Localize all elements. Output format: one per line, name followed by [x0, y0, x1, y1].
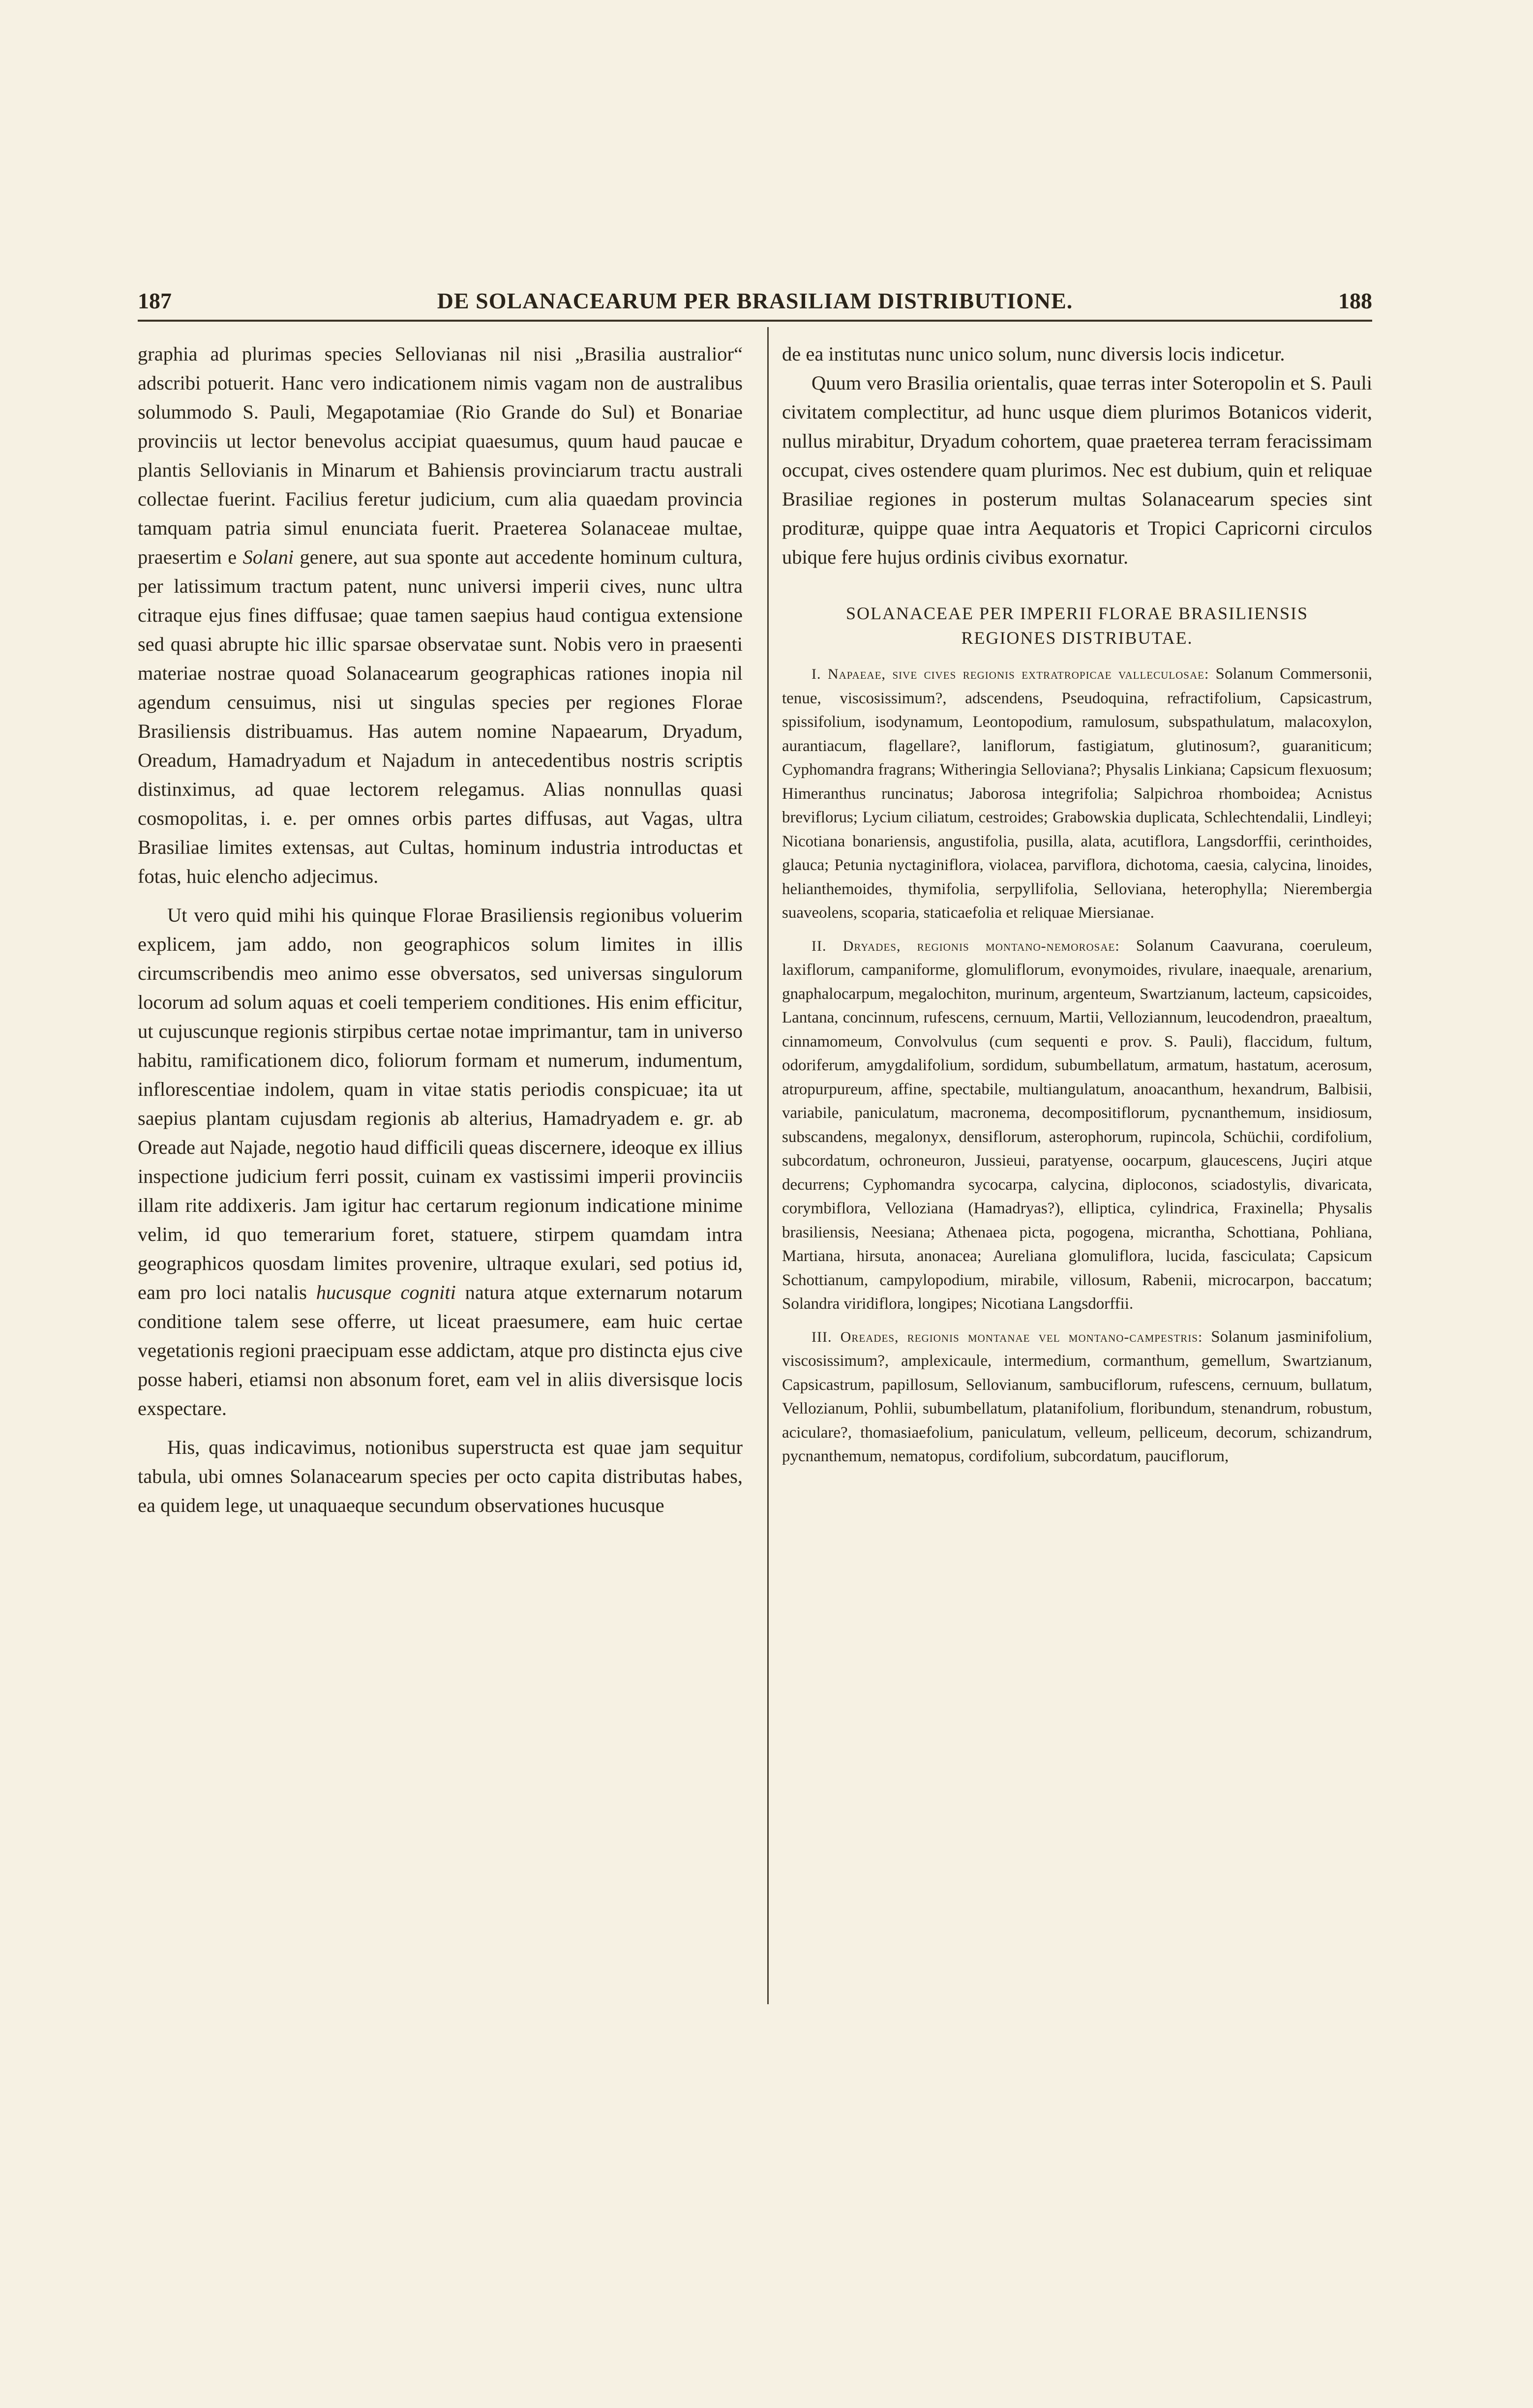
right-column	[782, 339, 1372, 1477]
region-species: Solanum Commersonii, tenue, viscosissimum?, adscendens, Pseudoquina, refractifolium, Capsicastrum, spissifolium, isodynamum, Leontopodium, ramulosum, subspathulatum, malacoxylon, aurantiacum, flagellare?, laniflorum, fastigiatum, glutinosum?, guaraniticum; Cyphomandra fragrans; Witheringia Selloviana?; Physalis Linkiana; Capsicum flexuosum; Himeranthus runcinatus; Jaborosa integrifolia; Salpichroa rhomboidea; Acnistus breviflorus; Lycium ciliatum, cestroides; Grabowskia duplicata, Schlechtendalii, Lindleyi; Nicotiana bonariensis, angustifolia, pusilla, alata, acutiflora, Langsdorffii, cerinthoides, glauca; Petunia nyctaginiflora, violacea, parviflora, dichotoma, caesia, calycina, linoides, helianthemoides, thymifolia, serpyllifolia, Selloviana, heterophylla; Nierembergia suaveolens, scoparia, staticaefolia et reliquae Miersianae.	[782, 665, 1372, 922]
region-species: Solanum jasminifolium, viscosissimum?, amplexicaule, intermedium, cormanthum, gemellum, Swartzianum, Capsicastrum, papillosum, Sellovianum, sambuciflorum, rufescens, cernuum, bullatum, Vellozianum, Pohlii, subumbellatum, platanifolium, floribundum, stenandrum, robustum, aciculare?, thomasiaefolium, paniculatum, velleum, pelliceum, decorum, schizandrum, pycnanthemum, nematopus, cordifolium, subcordatum, pauciflorum,	[782, 1327, 1372, 1465]
region-oreades	[782, 1325, 1372, 1469]
right-paragraph-1: de ea institutas nunc unico solum, nunc diversis locis indicetur.	[782, 343, 1285, 365]
region-napaeae	[782, 662, 1372, 925]
running-header	[138, 288, 1372, 322]
column-divider	[767, 327, 769, 2004]
page-number-left: 187	[138, 288, 172, 313]
region-dryades	[782, 934, 1372, 1316]
section-heading-line-2: REGIONES DISTRIBUTAE.	[961, 628, 1193, 648]
left-paragraph-3: His, quas indicavimus, notionibus superstructa est quae jam sequitur tabula, ubi omnes Solanacearum species per octo capita distributas habes, ea quidem lege, ut unaquaeque secundum observationes hucusque	[138, 1436, 743, 1516]
left-paragraph-2	[138, 901, 743, 1423]
left-column	[138, 339, 743, 1520]
text-run: Ut vero quid mihi his quinque Florae Brasiliensis regionibus voluerim explicem, jam addo, non geographicos solum limites in illis circumscribendis meo animo esse obversatos, sed universas singulorum locorum ad solum aquas et coeli temperiem conditiones. His enim efficitur, ut cujuscunque regionis stirpibus certae notae imprimantur, tam in universo habitu, ramificationem dico, foliorum formam et numerum, indumentum, inflorescentiae indolem, quam in vitae statis periodis conspicuae; ita ut saepius plantam cujusdam regionis ab alterius, Hamadryadem e. gr. ab Oreade aut Najade, negotio haud difficili queas discernere, ideoque ex illius inspectione judicium ferri possit, cuinam ex vastissimi imperii provinciis illam rite addixeris. Jam igitur hac certarum regionum indicatione minime velim, id quo temerarium foret, statuere, stirpem quamdam intra geographicos quosdam limites provenire, ultraque exulari, sed potius id, eam pro loci natalis	[138, 904, 743, 1303]
running-title: DE SOLANACEARUM PER BRASILIAM DISTRIBUTIONE.	[437, 288, 1073, 313]
section-heading-line-1: SOLANACEAE PER IMPERII FLORAE BRASILIENSIS	[845, 603, 1309, 623]
right-paragraph-2: Quum vero Brasilia orientalis, quae terras inter Soteropolin et S. Pauli civitatem complectitur, ad hunc usque diem plurimos Botanicos viderit, nullus mirabitur, Dryadum cohortem, quae praeterea terram feracissimam occupat, cives ostendere quam plurimos. Nec est dubium, quin et reliquae Brasiliae regiones in posterum multas Solanacearum species sint prodituræ, quippe quae intra Aequatoris et Tropici Capricorni circulos ubique fere hujus ordinis civibus exornatur.	[782, 372, 1372, 568]
left-paragraph-1	[138, 339, 743, 891]
header-rule	[138, 320, 1372, 322]
text-run: graphia ad plurimas species Sellovianas nil nisi „Brasilia australior“ adscribi potuerit. Hanc vero indicationem nimis vagam non de australibus solummodo S. Pauli, Megapotamiae (Rio Grande do Sul) et Bonariae provinciis ut lector benevolus accipiat quaesumus, quum haud paucae e plantis Sellovianis in Minarum et Bahiensis provinciarum tractu australi collectae fuerint. Facilius feretur judicium, cum alia quaedam provincia tamquam patria simul enunciata fuerit. Praeterea Solanaceae multae, praesertim e	[138, 343, 743, 568]
text-run: genere, aut sua sponte aut accedente hominum cultura, per latissimum tractum patent, nunc universi imperii cives, nunc ultra citraque ejus fines diffusae; quae tamen saepius haud contigua extensione sed quasi abrupte hic illic sparsae observatae sunt. Nobis vero in praesenti materiae nostrae quoad Solanacearum geographicas rationes inopia nil agendum censuimus, nisi ut singulas species per regiones Florae Brasiliensis distribuamus. Has autem nomine Napaearum, Dryadum, Oreadum, Hamadryadum et Najadum in antecedentibus nostris scriptis distinximus, ad quae lectorem relegamus. Alias nonnullas quasi cosmopolitas, i. e. per omnes orbis partes diffusas, aut Vagas, ultra Brasiliae limites extensas, aut Cultas, hominum industria introductas et fotas, huic elencho adjecimus.	[138, 546, 743, 887]
region-species: Solanum Caavurana, coeruleum, laxiflorum, campaniforme, glomuliflorum, evonymoides, rivulare, inaequale, arenarium, gnaphalocarpum, megalochiton, murinum, argenteum, Swartzianum, lacteum, capsicoides, Lantana, concinnum, rufescens, cernuum, Martii, Velloziannum, leucodendron, praealtum, cinnamomeum, Convolvulus (cum sequenti e prov. S. Pauli), flaccidum, fultum, odoriferum, amygdalifolium, sordidum, subumbellatum, armatum, hastatum, acerosum, atropurpureum, affine, spectabile, multiangulatum, anoacanthum, hexandrum, Balbisii, variabile, paniculatum, macronema, decompositiflorum, pycnanthemum, insidiosum, subscandens, megalonyx, densiflorum, asterophorum, rupincola, Schüchii, cordifolium, subcordatum, ochroneuron, Jussieui, paratyense, oocarpum, glaucescens, Juçiri atque decurrens; Cyphomandra sycocarpa, calycina, diploconos, sciadostylis, divaricata, corymbiflora, Velloziana (Hamadryas?), elliptica, cylindrica, Fraxinella; Physalis brasiliensis, Neesiana; Athenaea picta, pogogena, micrantha, Schottiana, Pohliana, Martiana, hirsuta, anonacea; Aureliana glomuliflora, lucida, fasciculata; Capsicum Schottianum, campylopodium, mirabile, villosum, Rabenii, microcarpon, baccatum; Solandra viridiflora, longipes; Nicotiana Langsdorffii.	[782, 936, 1372, 1313]
italic-term: Solani	[242, 546, 294, 568]
region-label: II. Dryades, regionis montano-nemorosae:	[812, 937, 1120, 954]
section-heading	[782, 601, 1372, 650]
italic-phrase: hucusque cogniti	[316, 1281, 456, 1303]
region-label: III. Oreades, regionis montanae vel montano-campestris:	[812, 1328, 1203, 1345]
text-run: natura atque externarum notarum conditione talem sese offerre, ut liceat praesumere, eam huic certae vegetationis regioni praecipuam esse addictam, atque pro distincta ejus cive posse haberi, etiamsi non absonum foret, eam vel in aliis diversisque locis exspectare.	[138, 1281, 743, 1419]
region-label: I. Napaeae, sive cives regionis extratropicae valleculosae:	[812, 666, 1209, 682]
page-number-right: 188	[1338, 288, 1372, 313]
